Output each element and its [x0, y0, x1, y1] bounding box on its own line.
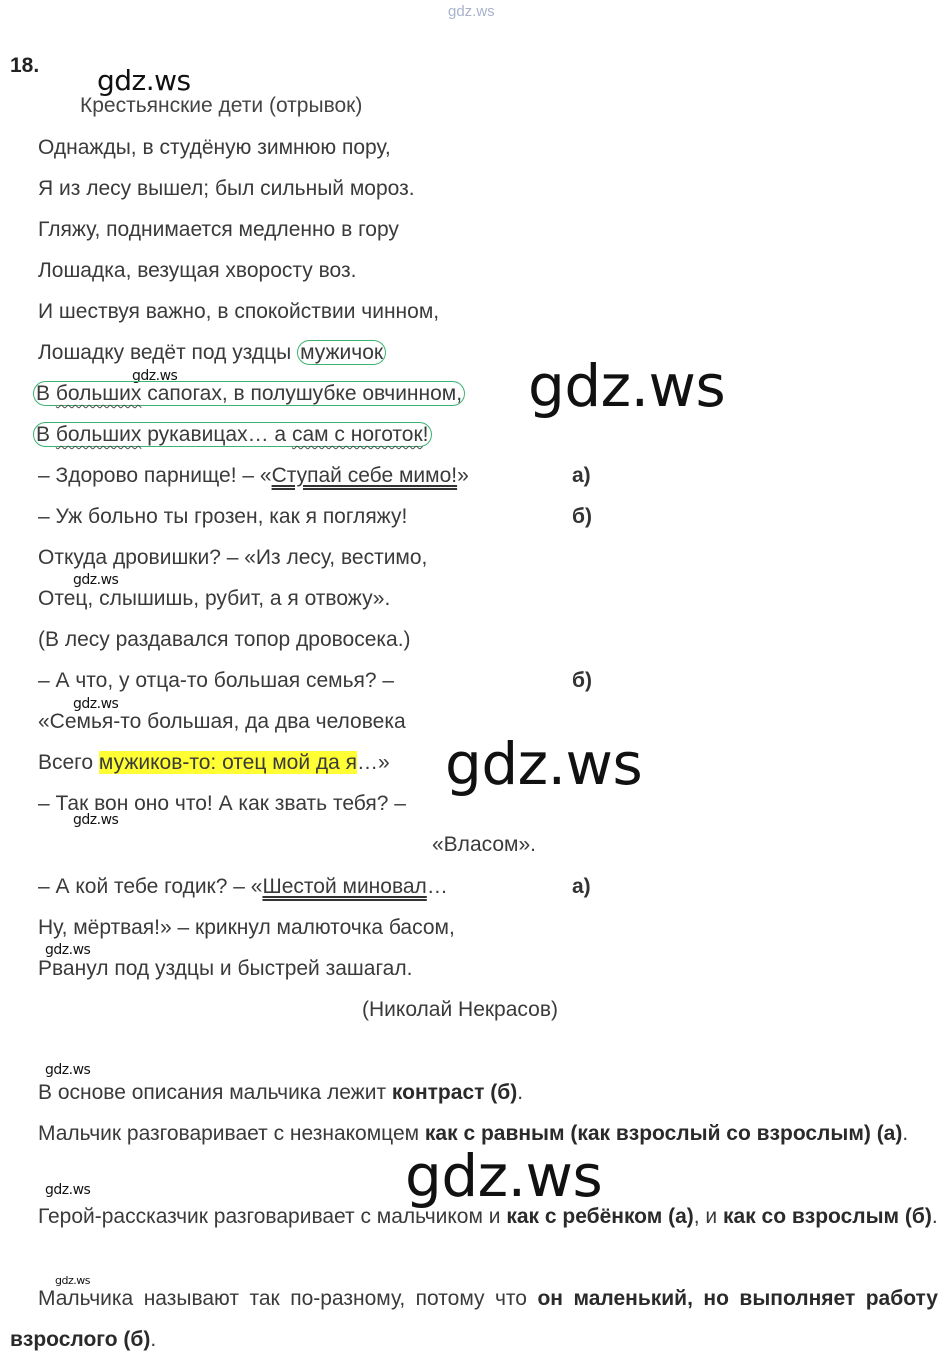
- highlighted-phrase: мужиков-то: отец мой да я: [98, 751, 358, 774]
- poem-line: «Семья-то большая, да два человека: [38, 710, 406, 733]
- circled-line: В больших рукавицах… а сам с ноготок!: [33, 422, 432, 447]
- underlined-phrase: Ступай себе мимо!: [271, 464, 458, 487]
- wavy-underlined-phrase: сам с ноготок: [291, 423, 423, 446]
- watermark: gdz.ws: [73, 572, 119, 588]
- watermark: gdz.ws: [97, 64, 191, 97]
- poem-line: «Власом».: [432, 833, 536, 856]
- poem-line: – Здорово парнище! – «Ступай себе мимо!»: [38, 464, 469, 487]
- answer-paragraph: Герой-рассказчик разговаривает с мальчиком и как с ребёнком (а), и как со взрослым (б).: [38, 1205, 938, 1228]
- bold-answer: он маленький, но выполняет работу взрослого (б): [10, 1287, 938, 1351]
- answer-paragraph: Мальчик разговаривает с незнакомцем как с равным (как взрослый со взрослым) (а).: [38, 1122, 909, 1145]
- wavy-underlined-word: больших: [55, 423, 142, 446]
- poem-line: – А кой тебе годик? – «Шестой миновал…: [38, 875, 448, 898]
- task-number: 18.: [10, 54, 40, 77]
- watermark-top: gdz.ws: [448, 3, 495, 20]
- circled-line: В больших сапогах, в полушубке овчинном,: [33, 381, 465, 406]
- bold-answer: как с ребёнком (а): [506, 1205, 694, 1228]
- wavy-underlined-word: больших: [55, 382, 142, 405]
- poem-line: – А что, у отца-то большая семья? –: [38, 669, 395, 692]
- bold-answer: как с равным (как взрослый со взрослым) (а): [424, 1122, 903, 1145]
- poem-line: И шествуя важно, в спокойствии чинном,: [38, 300, 440, 323]
- poem-line: Рванул под уздцы и быстрей зашагал.: [38, 957, 413, 980]
- poem-line: [38, 341, 386, 365]
- poem-line: [33, 423, 432, 447]
- poem-line: Всего мужиков-то: отец мой да я…»: [38, 751, 390, 774]
- watermark: gdz.ws: [405, 1142, 603, 1210]
- bold-answer: как со взрослым (б): [723, 1205, 932, 1228]
- poem-line: [33, 382, 465, 406]
- watermark: gdz.ws: [45, 942, 91, 958]
- poem-line: Я из лесу вышел; был сильный мороз.: [38, 177, 415, 200]
- poem-line: Однажды, в студёную зимнюю пору,: [38, 136, 391, 159]
- poem-line: Откуда дровишки? – «Из лесу, вестимо,: [38, 546, 428, 569]
- answer-paragraph: Мальчика называют так по-разному, потому что он маленький, но выполняет работу взрослого (б).: [10, 1287, 938, 1351]
- watermark: gdz.ws: [73, 696, 119, 712]
- poem-author: (Николай Некрасов): [362, 998, 558, 1021]
- answer-mark: а): [572, 464, 591, 487]
- circled-word: мужичок: [297, 340, 386, 365]
- poem-line: (В лесу раздавался топор дровосека.): [38, 628, 411, 651]
- watermark: gdz.ws: [528, 352, 726, 420]
- watermark: gdz.ws: [73, 812, 119, 828]
- poem-line: Ну, мёртвая!» – крикнул малюточка басом,: [38, 916, 455, 939]
- answer-mark: а): [572, 875, 591, 898]
- watermark: gdz.ws: [445, 730, 643, 798]
- poem-line: – Уж больно ты грозен, как я погляжу!: [38, 505, 408, 528]
- underlined-phrase: Шестой миновал: [262, 875, 427, 898]
- bold-answer: контраст (б): [391, 1081, 518, 1104]
- poem-line: Гляжу, поднимается медленно в гору: [38, 218, 399, 241]
- poem-line: Отец, слышишь, рубит, а я отвожу».: [38, 587, 391, 610]
- answer-paragraph: В основе описания мальчика лежит контраст (б).: [38, 1081, 524, 1104]
- watermark: gdz.ws: [55, 1274, 90, 1287]
- poem-text: Лошадку ведёт под уздцы: [38, 341, 298, 364]
- watermark: gdz.ws: [45, 1182, 91, 1198]
- answer-mark: б): [572, 505, 592, 528]
- poem-line: Лошадка, везущая хворосту воз.: [38, 259, 357, 282]
- answer-mark: б): [572, 669, 592, 692]
- poem-title: Крестьянские дети (отрывок): [80, 94, 363, 117]
- watermark: gdz.ws: [132, 368, 178, 384]
- poem-line: – Так вон оно что! А как звать тебя? –: [38, 792, 406, 815]
- watermark: gdz.ws: [45, 1062, 91, 1078]
